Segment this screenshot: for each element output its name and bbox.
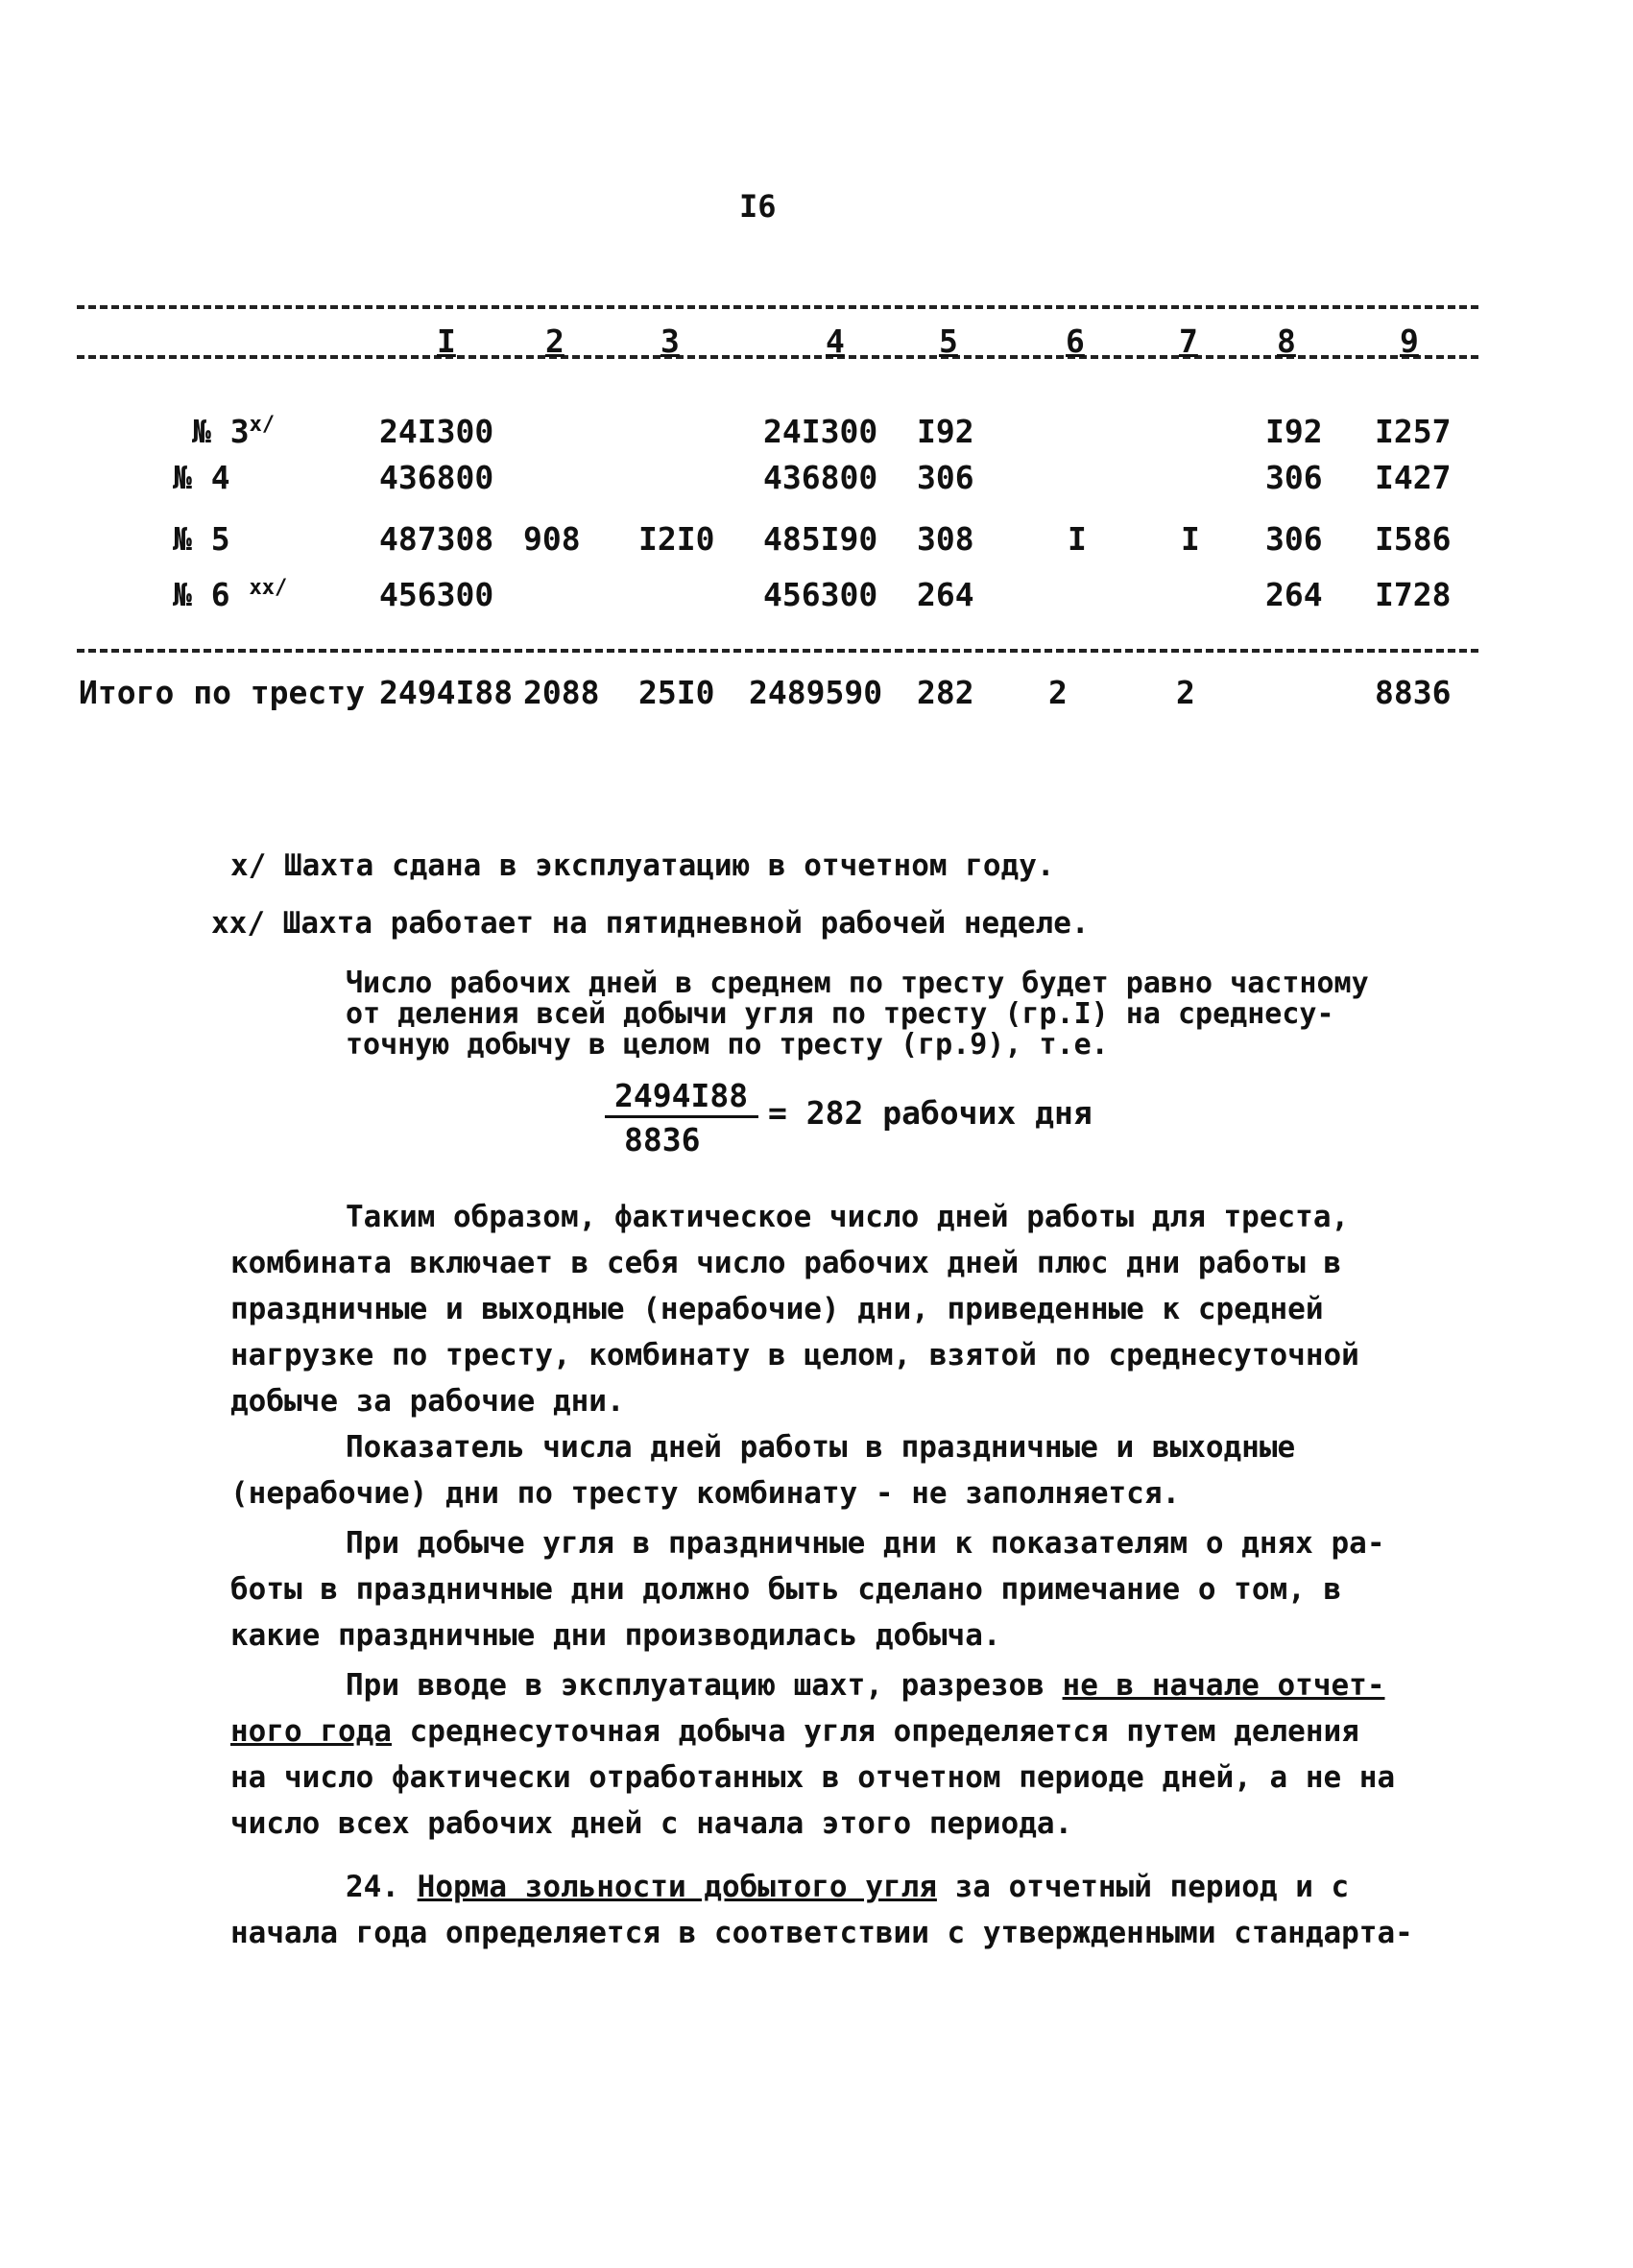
table-cell: 456300 <box>763 576 878 613</box>
table-cell: 2 <box>1176 674 1195 711</box>
table-cell: 264 <box>1265 576 1323 613</box>
footnote-text: Шахта работает на пятидневной рабочей неделе. <box>282 906 1090 941</box>
underlined-phrase: не в начале отчет- <box>1062 1668 1385 1703</box>
formula-denominator: 8836 <box>624 1121 701 1158</box>
table-cell: 264 <box>917 576 974 613</box>
paragraph-line: ного года среднесуточная добыча угля определяется путем деления <box>230 1714 1359 1749</box>
table-cell: 436800 <box>763 459 878 496</box>
paragraph-line: боты в праздничные дни должно быть сделано примечание о том, в <box>230 1572 1342 1607</box>
row-label: № 5 <box>173 520 230 558</box>
section-title: Норма зольности добытого угля <box>417 1870 937 1904</box>
column-header-9: 9 <box>1400 322 1419 360</box>
formula-bar <box>605 1115 758 1118</box>
column-header-8: 8 <box>1277 322 1296 360</box>
paragraph-line: Таким образом, фактическое число дней работы для треста, <box>346 1200 1350 1234</box>
table-cell: 487308 <box>379 520 494 558</box>
table-cell: 908 <box>523 520 581 558</box>
table-cell: 456300 <box>379 576 494 613</box>
table-cell: I728 <box>1375 576 1452 613</box>
table-cell: 306 <box>1265 520 1323 558</box>
table-total-rule <box>77 649 1478 653</box>
footnote <box>211 906 1090 941</box>
table-cell: 308 <box>917 520 974 558</box>
table-cell: I2I0 <box>638 520 715 558</box>
table-cell: 2489590 <box>749 674 883 711</box>
paragraph-line: праздничные и выходные (нерабочие) дни, приведенные к средней <box>230 1292 1324 1326</box>
row-label: № 6 <box>173 576 230 613</box>
total-label: Итого по тресту <box>79 674 366 711</box>
paragraph-line: на число фактически отработанных в отчетном периоде дней, а не на <box>230 1760 1396 1795</box>
footnote-text: Шахта сдана в эксплуатацию в отчетном году. <box>284 848 1055 883</box>
paragraph-line: какие праздничные дни производилась добыча. <box>230 1618 1001 1653</box>
table-cell: I92 <box>917 413 974 450</box>
paragraph-line: (нерабочие) дни по тресту комбинату - не заполняется. <box>230 1476 1181 1511</box>
table-cell: I92 <box>1265 413 1323 450</box>
formula-result: = 282 рабочих дня <box>768 1094 1093 1132</box>
table-cell: I427 <box>1375 459 1452 496</box>
row-label: № 3 <box>192 413 250 450</box>
footnote <box>230 848 1055 883</box>
paragraph-line: добыче за рабочие дни. <box>230 1384 625 1419</box>
table-cell: 25I0 <box>638 674 715 711</box>
table-cell: 2494I88 <box>379 674 514 711</box>
table-cell: 436800 <box>379 459 494 496</box>
table-cell: 8836 <box>1375 674 1452 711</box>
paragraph-line: Показатель числа дней работы в праздничные и выходные <box>346 1430 1296 1465</box>
intro-line: Число рабочих дней в среднем по тресту будет равно частному <box>346 967 1369 1000</box>
table-cell: I586 <box>1375 520 1452 558</box>
footnote-mark: xx/ <box>211 906 265 941</box>
column-header-4: 4 <box>826 322 845 360</box>
column-header-3: 3 <box>660 322 680 360</box>
column-header-6: 6 <box>1066 322 1085 360</box>
paragraph-line: При вводе в эксплуатацию шахт, разрезов не в начале отчет- <box>346 1668 1385 1703</box>
paragraph-line: 24. Норма зольности добытого угля за отчетный период и с <box>346 1870 1350 1904</box>
table-cell: 306 <box>1265 459 1323 496</box>
intro-line: точную добычу в целом по тресту (гр.9), т.е. <box>346 1028 1109 1062</box>
table-cell: 24I300 <box>379 413 494 450</box>
paragraph-line: При добыче угля в праздничные дни к показателям о днях ра- <box>346 1526 1385 1561</box>
paragraph-line: комбината включает в себя число рабочих дней плюс дни работы в <box>230 1246 1342 1280</box>
section-number: 24. <box>346 1870 399 1904</box>
table-cell: 485I90 <box>763 520 878 558</box>
table-cell: I <box>1068 520 1087 558</box>
column-header-7: 7 <box>1179 322 1198 360</box>
table-top-rule <box>77 305 1478 309</box>
table-cell: I257 <box>1375 413 1452 450</box>
paragraph-line: начала года определяется в соответствии с утвержденными стандарта- <box>230 1916 1413 1950</box>
formula-numerator: 2494I88 <box>614 1077 749 1114</box>
row-label: № 4 <box>173 459 230 496</box>
paragraph-line: число всех рабочих дней с начала этого периода. <box>230 1806 1073 1841</box>
table-cell: 2 <box>1048 674 1068 711</box>
row-footnote-mark: xx/ <box>249 576 288 600</box>
table-cell: 306 <box>917 459 974 496</box>
underlined-phrase: ного года <box>230 1714 392 1749</box>
row-footnote-mark: x/ <box>249 413 276 437</box>
column-header-2: 2 <box>545 322 564 360</box>
table-header-rule <box>77 355 1478 359</box>
table-cell: 2088 <box>523 674 600 711</box>
table-cell: 282 <box>917 674 974 711</box>
column-header-1: I <box>437 322 456 360</box>
intro-line: от деления всей добычи угля по тресту (гр.I) на среднесу- <box>346 997 1334 1031</box>
footnote-mark: x/ <box>230 848 267 883</box>
page-number: I6 <box>739 188 777 225</box>
table-cell: I <box>1181 520 1200 558</box>
paragraph-line: нагрузке по тресту, комбинату в целом, взятой по среднесуточной <box>230 1338 1359 1373</box>
column-header-5: 5 <box>939 322 958 360</box>
table-cell: 24I300 <box>763 413 878 450</box>
